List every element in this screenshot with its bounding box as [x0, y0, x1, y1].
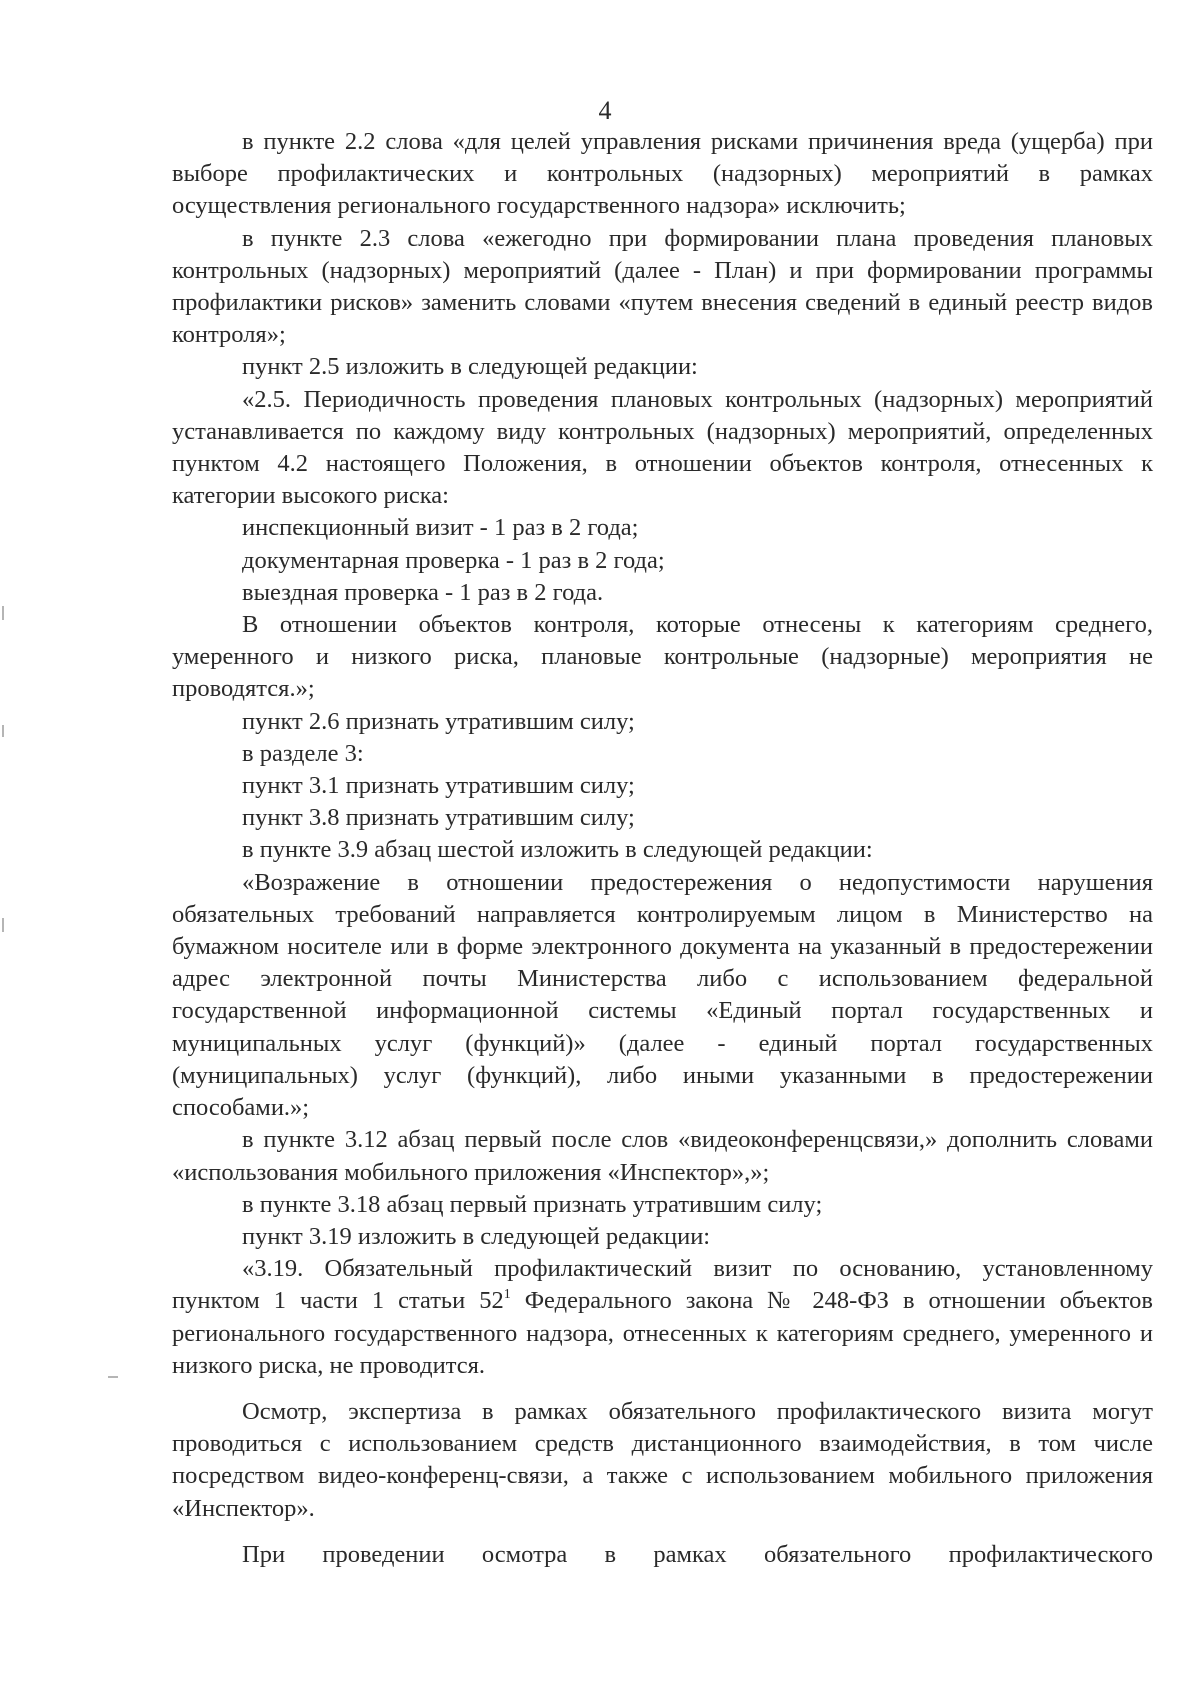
scan-mark: [2, 725, 4, 737]
paragraph: пункт 3.19 изложить в следующей редакции:: [242, 1222, 711, 1250]
paragraph: пункт 2.5 изложить в следующей редакции:: [242, 353, 698, 381]
paragraph: в пункте 3.9 абзац шестой изложить в следующей редакции:: [242, 836, 873, 864]
paragraph: выездная проверка - 1 раз в 2 года.: [242, 578, 604, 606]
superscript: 1: [503, 1287, 511, 1303]
paragraph: в пункте 3.18 абзац первый признать утратившим силу;: [242, 1190, 823, 1218]
document-body: [172, 126, 1153, 1571]
text-span: «3.19. Обязательный профилактический визит по основанию, установленному пунктом 1 части 1 статьи 52: [172, 1255, 1153, 1315]
paragraph: «Возражение в отношении предостережения о недопустимости нарушения обязательных требований направляется контролируемым лицом в Министерство на бумажном носителе или в форме электронного документа на указанный в предостережении адрес электронной почты Министерства либо с использованием федеральной государственной информационной системы «Единый портал государственных и муниципальных услуг (функций)» (далее - единый портал государственных (муниципальных) услуг (функций), либо иными указанными в предостережении способами.»;: [172, 868, 1153, 1122]
paragraph: в пункте 2.2 слова «для целей управления рисками причинения вреда (ущерба) при выборе профилактических и контрольных (надзорных) мероприятий в рамках осуществления регионального государственного надзора» исключить;: [172, 128, 1153, 220]
scan-mark: [108, 1376, 118, 1378]
paragraph: «2.5. Периодичность проведения плановых контрольных (надзорных) мероприятий устанавливается по каждому виду контрольных (надзорных) мероприятий, определенных пунктом 4.2 настоящего Положения, в отношении объектов контроля, отнесенных к категории высокого риска:: [172, 385, 1153, 510]
paragraph: В отношении объектов контроля, которые отнесены к категориям среднего, умеренного и низкого риска, плановые контрольные (надзорные) мероприятия не проводятся.»;: [172, 611, 1153, 703]
paragraph: документарная проверка - 1 раз в 2 года;: [242, 546, 665, 574]
paragraph-3-19: [172, 1253, 1153, 1382]
paragraph: инспекционный визит - 1 раз в 2 года;: [242, 514, 639, 542]
scan-mark: [2, 606, 4, 620]
paragraph: Осмотр, экспертиза в рамках обязательного профилактического визита могут проводиться с использованием средств дистанционного взаимодействия, в том числе посредством видео-конференц-связи, а также с использованием мобильного приложения «Инспектор».: [172, 1397, 1153, 1522]
paragraph: пункт 3.1 признать утратившим силу;: [242, 772, 635, 800]
paragraph: в пункте 2.3 слова «ежегодно при формировании плана проведения плановых контрольных (надзорных) мероприятий (далее - План) и при формировании программы профилактики рисков» заменить словами «путем внесения сведений в единый реестр видов контроля»;: [172, 224, 1153, 349]
text-span: Федерального закона № 248-ФЗ в отношении объектов регионального государственного надзора, отнесенных к категориям среднего, умеренного и низкого риска, не проводится.: [172, 1287, 1153, 1379]
page-number: 4: [598, 96, 612, 125]
paragraph: При проведении осмотра в рамках обязательного профилактического: [242, 1540, 1153, 1568]
paragraph: в разделе 3:: [242, 739, 364, 767]
paragraph: пункт 2.6 признать утратившим силу;: [242, 707, 635, 735]
paragraph: пункт 3.8 признать утратившим силу;: [242, 804, 635, 832]
scan-mark: [2, 918, 4, 932]
paragraph: в пункте 3.12 абзац первый после слов «видеоконференцсвязи,» дополнить словами «использования мобильного приложения «Инспектор»,»;: [172, 1126, 1153, 1186]
